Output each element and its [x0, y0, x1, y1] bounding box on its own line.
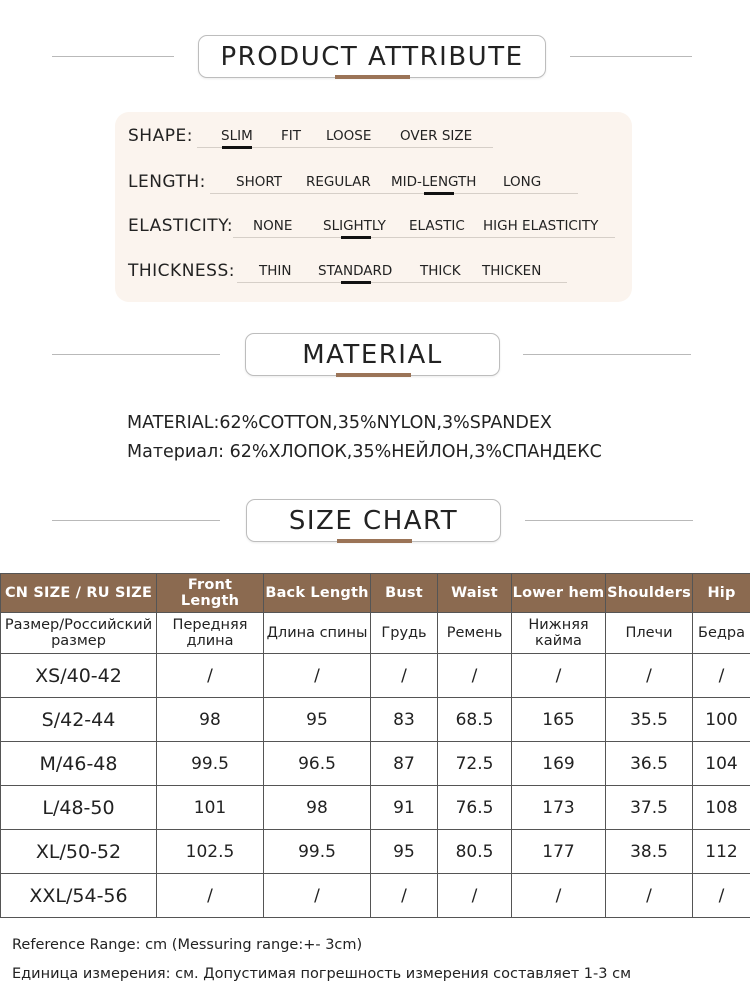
table-cell: 98: [157, 698, 264, 742]
table-cell: 95: [371, 830, 438, 874]
table-cell: 169: [512, 742, 606, 786]
column-header-ru: Передняя длина: [157, 613, 264, 654]
table-cell: 112: [693, 830, 750, 874]
section-title: SIZE CHART: [246, 499, 501, 542]
table-cell: 36.5: [606, 742, 693, 786]
table-cell: 173: [512, 786, 606, 830]
size-cell: XL/50-52: [1, 830, 157, 874]
table-row: [1, 654, 750, 698]
table-cell: 104: [693, 742, 750, 786]
attribute-baseline: [233, 237, 615, 238]
selected-marker: [341, 281, 371, 284]
section-title: PRODUCT ATTRIBUTE: [198, 35, 546, 78]
table-cell: /: [438, 654, 512, 698]
table-cell: 35.5: [606, 698, 693, 742]
table-cell: /: [371, 874, 438, 918]
attribute-option: FIT: [281, 128, 301, 144]
size-cell: XXL/54-56: [1, 874, 157, 918]
attribute-option: ELASTIC: [409, 218, 465, 234]
table-row: [1, 786, 750, 830]
attribute-row-shape: [115, 126, 632, 156]
column-header-ru: Размер/Российский размер: [1, 613, 157, 654]
attribute-option: LOOSE: [326, 128, 372, 144]
attribute-baseline: [237, 282, 567, 283]
attribute-option: HIGH ELASTICITY: [483, 218, 599, 234]
table-cell: 101: [157, 786, 264, 830]
table-cell: /: [606, 874, 693, 918]
table-cell: 87: [371, 742, 438, 786]
reference-note-en: Reference Range: cm (Messuring range:+- 3cm): [12, 937, 363, 953]
table-cell: 99.5: [157, 742, 264, 786]
table-cell: /: [693, 654, 750, 698]
table-cell: 91: [371, 786, 438, 830]
column-header: Front Length: [157, 574, 264, 613]
table-cell: /: [264, 874, 371, 918]
table-cell: 96.5: [264, 742, 371, 786]
table-cell: 37.5: [606, 786, 693, 830]
column-header: Bust: [371, 574, 438, 613]
attribute-option: THICKEN: [482, 263, 542, 279]
table-cell: /: [512, 874, 606, 918]
size-cell: S/42-44: [1, 698, 157, 742]
table-cell: 177: [512, 830, 606, 874]
attribute-option: OVER SIZE: [400, 128, 473, 144]
table-cell: /: [606, 654, 693, 698]
selected-marker: [222, 146, 252, 149]
column-header-ru: Ремень: [438, 613, 512, 654]
column-header: Back Length: [264, 574, 371, 613]
column-header-ru: Длина спины: [264, 613, 371, 654]
size-chart-table: [0, 573, 750, 918]
column-header: CN SIZE / RU SIZE: [1, 574, 157, 613]
table-header-ru-row: [1, 613, 750, 654]
material-header: [0, 333, 750, 378]
product-attribute-header: [0, 35, 750, 80]
table-row: [1, 874, 750, 918]
attribute-option: SLIM: [221, 128, 253, 144]
attribute-label: LENGTH:: [128, 172, 206, 192]
column-header-ru: Плечи: [606, 613, 693, 654]
table-cell: /: [157, 874, 264, 918]
column-header-ru: Грудь: [371, 613, 438, 654]
attribute-baseline: [210, 193, 578, 194]
table-cell: 76.5: [438, 786, 512, 830]
section-title: MATERIAL: [245, 333, 500, 376]
selected-marker: [424, 192, 454, 195]
title-underline: [336, 373, 411, 377]
divider-left: [52, 520, 220, 521]
attribute-row-length: [115, 172, 632, 202]
divider-right: [525, 520, 693, 521]
table-cell: 165: [512, 698, 606, 742]
column-header: Lower hem: [512, 574, 606, 613]
material-text-en: MATERIAL:62%COTTON,35%NYLON,3%SPANDEX: [127, 413, 552, 433]
column-header-ru: Нижняя кайма: [512, 613, 606, 654]
size-cell: XS/40-42: [1, 654, 157, 698]
divider-left: [52, 56, 174, 57]
divider-left: [52, 354, 220, 355]
attribute-option: NONE: [253, 218, 293, 234]
divider-right: [523, 354, 691, 355]
table-cell: 102.5: [157, 830, 264, 874]
attribute-label: THICKNESS:: [128, 261, 235, 281]
attribute-label: ELASTICITY:: [128, 216, 234, 236]
material-text-ru: Материал: 62%ХЛОПОК,35%НЕЙЛОН,3%СПАНДЕКС: [127, 442, 602, 462]
selected-marker: [341, 236, 371, 239]
column-header: Hip: [693, 574, 750, 613]
attribute-option: MID-LENGTH: [391, 174, 477, 190]
table-cell: 83: [371, 698, 438, 742]
attribute-row-elasticity: [115, 216, 632, 246]
attribute-option: REGULAR: [306, 174, 371, 190]
table-cell: 80.5: [438, 830, 512, 874]
table-cell: 95: [264, 698, 371, 742]
column-header: Shoulders: [606, 574, 693, 613]
attribute-label: SHAPE:: [128, 126, 193, 146]
table-header-row: [1, 574, 750, 613]
attribute-option: SHORT: [236, 174, 282, 190]
table-cell: /: [264, 654, 371, 698]
table-cell: /: [512, 654, 606, 698]
column-header: Waist: [438, 574, 512, 613]
attribute-option: LONG: [503, 174, 542, 190]
attribute-panel: [115, 112, 632, 302]
attribute-option: STANDARD: [318, 263, 393, 279]
size-cell: M/46-48: [1, 742, 157, 786]
column-header-ru: Бедра: [693, 613, 750, 654]
table-cell: /: [371, 654, 438, 698]
size-cell: L/48-50: [1, 786, 157, 830]
table-cell: 72.5: [438, 742, 512, 786]
table-cell: 68.5: [438, 698, 512, 742]
attribute-row-thickness: [115, 261, 632, 291]
attribute-option: THICK: [420, 263, 461, 279]
attribute-option: SLIGHTLY: [323, 218, 386, 234]
table-cell: /: [157, 654, 264, 698]
reference-note-ru: Единица измерения: см. Допустимая погрешность измерения составляет 1-3 см: [12, 966, 632, 982]
size-chart-header: [0, 499, 750, 544]
title-underline: [337, 539, 412, 543]
table-cell: 98: [264, 786, 371, 830]
table-row: [1, 742, 750, 786]
table-cell: /: [693, 874, 750, 918]
table-cell: 108: [693, 786, 750, 830]
divider-right: [570, 56, 692, 57]
title-underline: [335, 75, 410, 79]
table-cell: /: [438, 874, 512, 918]
table-cell: 99.5: [264, 830, 371, 874]
table-row: [1, 698, 750, 742]
attribute-option: THIN: [259, 263, 292, 279]
table-cell: 100: [693, 698, 750, 742]
table-cell: 38.5: [606, 830, 693, 874]
table-row: [1, 830, 750, 874]
